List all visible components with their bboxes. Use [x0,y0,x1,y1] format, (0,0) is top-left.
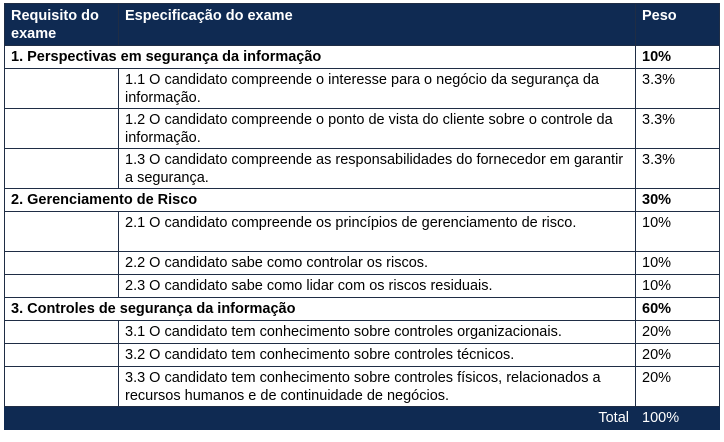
item-specification: 3.2 O candidato tem conhecimento sobre controles técnicos. [119,344,636,367]
section-row-2 [5,189,720,212]
item-weight: 3.3% [636,109,720,149]
item-weight: 10% [636,212,720,252]
table-row [5,367,720,407]
header-weight: Peso [636,4,720,46]
section-title: 1. Perspectivas em segurança da informação [5,46,636,69]
table-row [5,69,720,109]
empty-cell [5,321,119,344]
item-specification: 1.1 O candidato compreende o interesse para o negócio da segurança da informação. [119,69,636,109]
section-row-1 [5,46,720,69]
empty-cell [5,69,119,109]
total-row [5,407,720,430]
item-specification: 2.2 O candidato sabe como controlar os riscos. [119,252,636,275]
section-weight: 10% [636,46,720,69]
item-specification: 3.3 O candidato tem conhecimento sobre controles físicos, relacionados a recursos humanos e de continuidade de negócios. [119,367,636,407]
table-row [5,275,720,298]
section-weight: 60% [636,298,720,321]
item-weight: 20% [636,321,720,344]
item-specification: 2.1 O candidato compreende os princípios de gerenciamento de risco. [119,212,636,252]
empty-cell [5,275,119,298]
item-weight: 20% [636,344,720,367]
section-row-3 [5,298,720,321]
table-row [5,252,720,275]
item-weight: 20% [636,367,720,407]
item-specification: 1.2 O candidato compreende o ponto de vista do cliente sobre o controle da informação. [119,109,636,149]
item-weight: 10% [636,275,720,298]
empty-cell [5,252,119,275]
item-weight: 3.3% [636,149,720,189]
item-specification: 3.1 O candidato tem conhecimento sobre controles organizacionais. [119,321,636,344]
table-row [5,109,720,149]
item-weight: 3.3% [636,69,720,109]
empty-cell [5,367,119,407]
table-row [5,321,720,344]
empty-cell [5,344,119,367]
empty-cell [5,109,119,149]
total-label: Total [5,407,636,430]
item-weight: 10% [636,252,720,275]
table-row [5,344,720,367]
empty-cell [5,149,119,189]
section-weight: 30% [636,189,720,212]
item-specification: 1.3 O candidato compreende as responsabilidades do fornecedor em garantir a segurança. [119,149,636,189]
table-row [5,212,720,252]
exam-requirements-table [4,3,720,430]
header-requirement: Requisito do exame [5,4,119,46]
header-specification: Especificação do exame [119,4,636,46]
section-title: 2. Gerenciamento de Risco [5,189,636,212]
item-specification: 2.3 O candidato sabe como lidar com os riscos residuais. [119,275,636,298]
empty-cell [5,212,119,252]
table-row [5,149,720,189]
section-title: 3. Controles de segurança da informação [5,298,636,321]
total-weight: 100% [636,407,720,430]
table-header-row [5,4,720,46]
